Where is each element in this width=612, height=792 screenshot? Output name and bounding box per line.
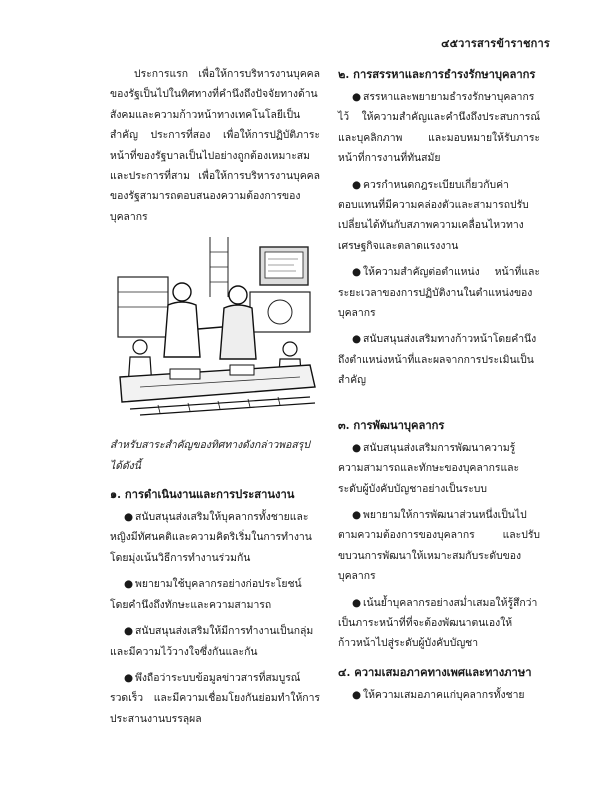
bullet-icon: ● [352, 91, 362, 103]
intro-paragraph: ประการแรก เพื่อให้การบริหารงานบุคคลของรัฐเป็นไปในทิศทางที่คำนึงถึงปัจจัยทางด้านสังคมและความก้าวหน้าทางเทคโนโลยีเป็นสำคัญ ประการที่สอง เพื่อให้การปฏิบัติภาระหน้าที่ของรัฐบาลเป็นไปอย่างถูกต้องเหมาะสม และประการที่สาม เพื่อให้การบริหารงานบุคคลของรัฐสามารถตอบสนองความต้องการของบุคลากร [110, 68, 320, 223]
list-item: ● สนับสนุนส่งเสริมให้บุคลากรทั้งชายและหญิงมีทัศนคติและความคิดริเริ่มในการทำงาน โดยมุ่งเน้นวิธีการทำงานร่วมกัน [110, 507, 320, 568]
list-item: ● สนับสนุนส่งเสริมการพัฒนาความรู้ความสามารถและทักษะของบุคลากรและระดับผู้บังคับบัญชาอย่างเป็นระบบ [338, 438, 540, 499]
list-item: ● เน้นย้ำบุคลากรอย่างสม่ำเสมอให้รู้สึกว่าเป็นภาระหน้าที่ที่จะต้องพัฒนาตนเองให้ก้าวหน้าไปสู่ระดับผู้บังคับบัญชา [338, 593, 540, 654]
bullet-icon: ● [352, 441, 362, 454]
section-3-heading: ๓. การพัฒนาบุคลากร [338, 417, 445, 432]
bullet-icon: ● [352, 508, 362, 521]
list-item: ● พึงถือว่าระบบข้อมูลข่าวสารที่สมบูรณ์รวดเร็ว และมีความเชื่อมโยงกันย่อมทำให้การประสานงานบรรลุผล [110, 668, 320, 729]
list-item: ● สนับสนุนส่งเสริมทางก้าวหน้าโดยคำนึงถึงตำแหน่งหน้าที่และผลจากการประเมินเป็นสำคัญ [338, 329, 540, 390]
bullet-icon: ● [124, 578, 134, 591]
section-4-heading: ๔. ความเสมอภาคทางเพศและทางภาษา [338, 664, 532, 679]
office-illustration [110, 237, 320, 417]
list-item: ● ควรกำหนดกฎระเบียบเกี่ยวกับค่าตอบแทนที่มีความคล่องตัวและสามารถปรับเปลี่ยนได้ทันกับสภาพความเคลื่อนไหวทางเศรษฐกิจและตลาดแรงงาน [338, 175, 540, 257]
bullet-icon: ● [352, 333, 362, 346]
illustration-caption: สำหรับสาระสำคัญของทิศทางดังกล่าวพอสรุปได้ดังนี้ [110, 439, 310, 472]
right-column [338, 64, 540, 711]
bullet-icon: ● [124, 625, 134, 638]
list-item: ● ให้ความเสมอภาคแก่บุคลากรทั้งชาย [338, 685, 540, 705]
bullet-icon: ● [352, 178, 362, 191]
list-item: ● สรรหาและพยายามธำรงรักษาบุคลากรไว้ ให้ความสำคัญและคำนึงถึงประสบการณ์และบุคลิกภาพ และมอบหมายให้รับภาระหน้าที่การงานที่ทันสมัย [338, 87, 540, 169]
bullet-icon: ● [124, 671, 134, 684]
list-item: ● สนับสนุนส่งเสริมให้มีการทำงานเป็นกลุ่มและมีความไว้วางใจซึ่งกันและกัน [110, 621, 320, 662]
bullet-icon: ● [352, 596, 362, 609]
section-1-heading: ๑. การดำเนินงานและการประสานงาน [110, 487, 295, 502]
bullet-icon: ● [124, 511, 134, 524]
list-item: ● พยายามใช้บุคลากรอย่างก่อประโยชน์โดยคำนึงถึงทักษะและความสามารถ [110, 574, 320, 615]
list-item: ● ให้ความสำคัญต่อตำแหน่ง หน้าที่และระยะเวลาของการปฏิบัติงานในตำแหน่งของบุคลากร [338, 262, 540, 323]
left-column [110, 64, 320, 735]
bullet-icon: ● [352, 688, 362, 701]
section-2-heading: ๒. การสรรหาและการธำรงรักษาบุคลากร [338, 67, 536, 81]
bullet-icon: ● [352, 266, 362, 279]
list-item: ● พยายามให้การพัฒนาส่วนหนึ่งเป็นไปตามความต้องการของบุคลากร และปรับขบวนการพัฒนาให้เหมาะสมกับระดับของบุคลากร [338, 505, 540, 587]
running-header: ๔๕วารสารข้าราชการ [441, 37, 550, 50]
